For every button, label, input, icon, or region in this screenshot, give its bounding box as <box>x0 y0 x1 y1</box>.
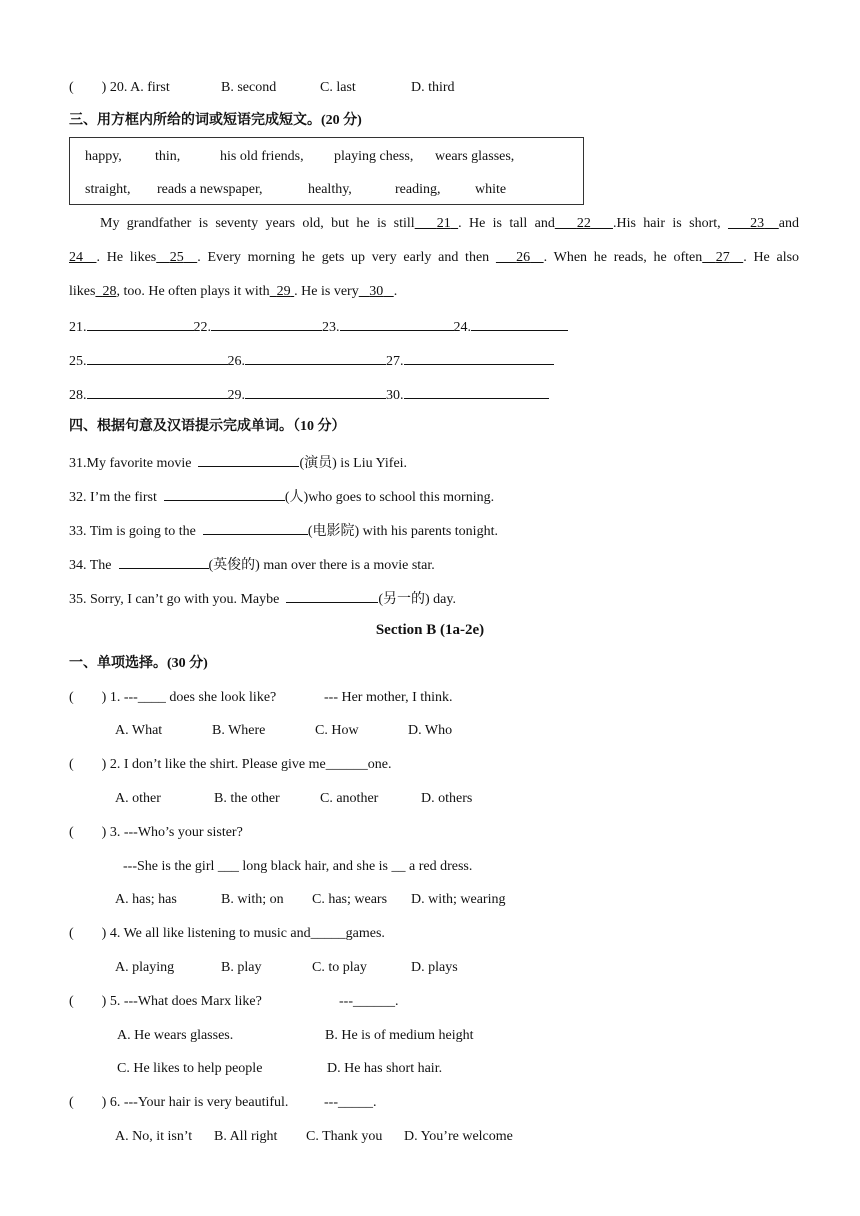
blank-26: 26 <box>516 250 531 265</box>
question-2-options: A. other B. the other C. another D. others <box>115 791 473 806</box>
answer-line[interactable] <box>87 384 228 399</box>
answer-line[interactable] <box>119 554 209 569</box>
option-d: D. third <box>411 80 455 95</box>
question-4: ( ) 4. We all like listening to music and_____games. <box>69 926 385 941</box>
question-2: ( ) 2. I don’t like the shirt. Please give me______one. <box>69 757 392 772</box>
option-b: B. second <box>221 80 277 95</box>
question-1-options: A. What B. Where C. How D. Who <box>115 723 453 738</box>
blank-28: 28 <box>102 284 117 299</box>
answer-line[interactable] <box>340 316 454 331</box>
question-33: 33. Tim is going to the (电影院) with his parents tonight. <box>69 520 498 541</box>
section-3-title: 三、用方框内所给的词或短语完成短文。(20 分) <box>69 113 362 128</box>
answer-row-1: 21. 22. 23. 24. <box>69 316 568 337</box>
question-35: 35. Sorry, I can’t go with you. Maybe (另一的) day. <box>69 588 456 609</box>
blank-25: 25 <box>169 250 184 265</box>
word-box <box>69 137 584 205</box>
word: healthy, <box>308 182 352 197</box>
section-1-title: 一、单项选择。(30 分) <box>69 656 208 671</box>
passage-line-1: My grandfather is seventy years old, but he is still 21 . He is tall and 22 .His hair is short, 23 and <box>100 216 799 231</box>
answer-line[interactable] <box>245 384 386 399</box>
answer-line[interactable] <box>211 316 322 331</box>
blank-23: 23 <box>750 216 765 231</box>
question-6: ( ) 6. ---Your hair is very beautiful. ---_____. <box>69 1095 377 1110</box>
answer-paren: ( <box>69 80 74 95</box>
question-4-options: A. playing B. play C. to play D. plays <box>115 960 458 975</box>
option-a: A. first <box>130 80 170 95</box>
question-3-options: A. has; has B. with; on C. has; wears D. with; wearing <box>115 892 506 907</box>
answer-line[interactable] <box>404 350 554 365</box>
word: thin, <box>155 149 181 164</box>
option-c: C. last <box>320 80 356 95</box>
section-4-title: 四、根据句意及汉语提示完成单词。（10 分） <box>69 419 346 434</box>
section-b-title: Section B (1a-2e) <box>375 622 485 638</box>
answer-line[interactable] <box>471 316 568 331</box>
word: playing chess, <box>334 149 414 164</box>
question-5-options-2: C. He likes to help people D. He has short hair. <box>117 1061 443 1076</box>
blank-27: 27 <box>715 250 730 265</box>
question-3: ( ) 3. ---Who’s your sister? <box>69 825 243 840</box>
answer-line[interactable] <box>164 486 285 501</box>
question-6-options: A. No, it isn’t B. All right C. Thank you D. You’re welcome <box>115 1129 513 1144</box>
answer-row-3: 28. 29. 30. <box>69 384 549 405</box>
word: happy, <box>85 149 122 164</box>
answer-line[interactable] <box>404 384 549 399</box>
blank-22: 22 <box>576 216 591 231</box>
question-3-line2: ---She is the girl ___ long black hair, and she is __ a red dress. <box>123 859 473 874</box>
word: straight, <box>85 182 131 197</box>
question-5-options-1: A. He wears glasses. B. He is of medium height <box>117 1028 474 1043</box>
word: wears glasses, <box>435 149 515 164</box>
blank-30: 30 <box>369 284 384 299</box>
answer-line[interactable] <box>198 452 299 467</box>
blank-24: 24 <box>69 250 83 265</box>
answer-line[interactable] <box>245 350 386 365</box>
passage-line-3: likes 28, too. He often plays it with 29 . He is very 30 . <box>69 284 398 299</box>
answer-line[interactable] <box>87 316 194 331</box>
question-20: ( ) 20. A. first B. second C. last D. third <box>69 80 455 95</box>
question-32: 32. I’m the first (人)who goes to school this morning. <box>69 486 494 507</box>
question-5: ( ) 5. ---What does Marx like? ---______. <box>69 994 399 1009</box>
question-1: ( ) 1. ---____ does she look like? --- Her mother, I think. <box>69 690 453 705</box>
passage-line-2: 24 . He likes 25 . Every morning he gets up very early and then 26 . When he reads, he often 27 . He also <box>69 250 800 265</box>
question-31: 31.My favorite movie (演员) is Liu Yifei. <box>69 452 407 473</box>
answer-row-2: 25. 26. 27. <box>69 350 554 371</box>
answer-line[interactable] <box>203 520 308 535</box>
word: reading, <box>395 182 441 197</box>
blank-29: 29 <box>276 284 291 299</box>
word: white <box>475 182 507 197</box>
blank-21: 21 <box>436 216 451 231</box>
word: his old friends, <box>220 149 304 164</box>
word: reads a newspaper, <box>157 182 263 197</box>
question-34: 34. The (英俊的) man over there is a movie star. <box>69 554 435 575</box>
answer-line[interactable] <box>87 350 228 365</box>
answer-line[interactable] <box>286 588 378 603</box>
